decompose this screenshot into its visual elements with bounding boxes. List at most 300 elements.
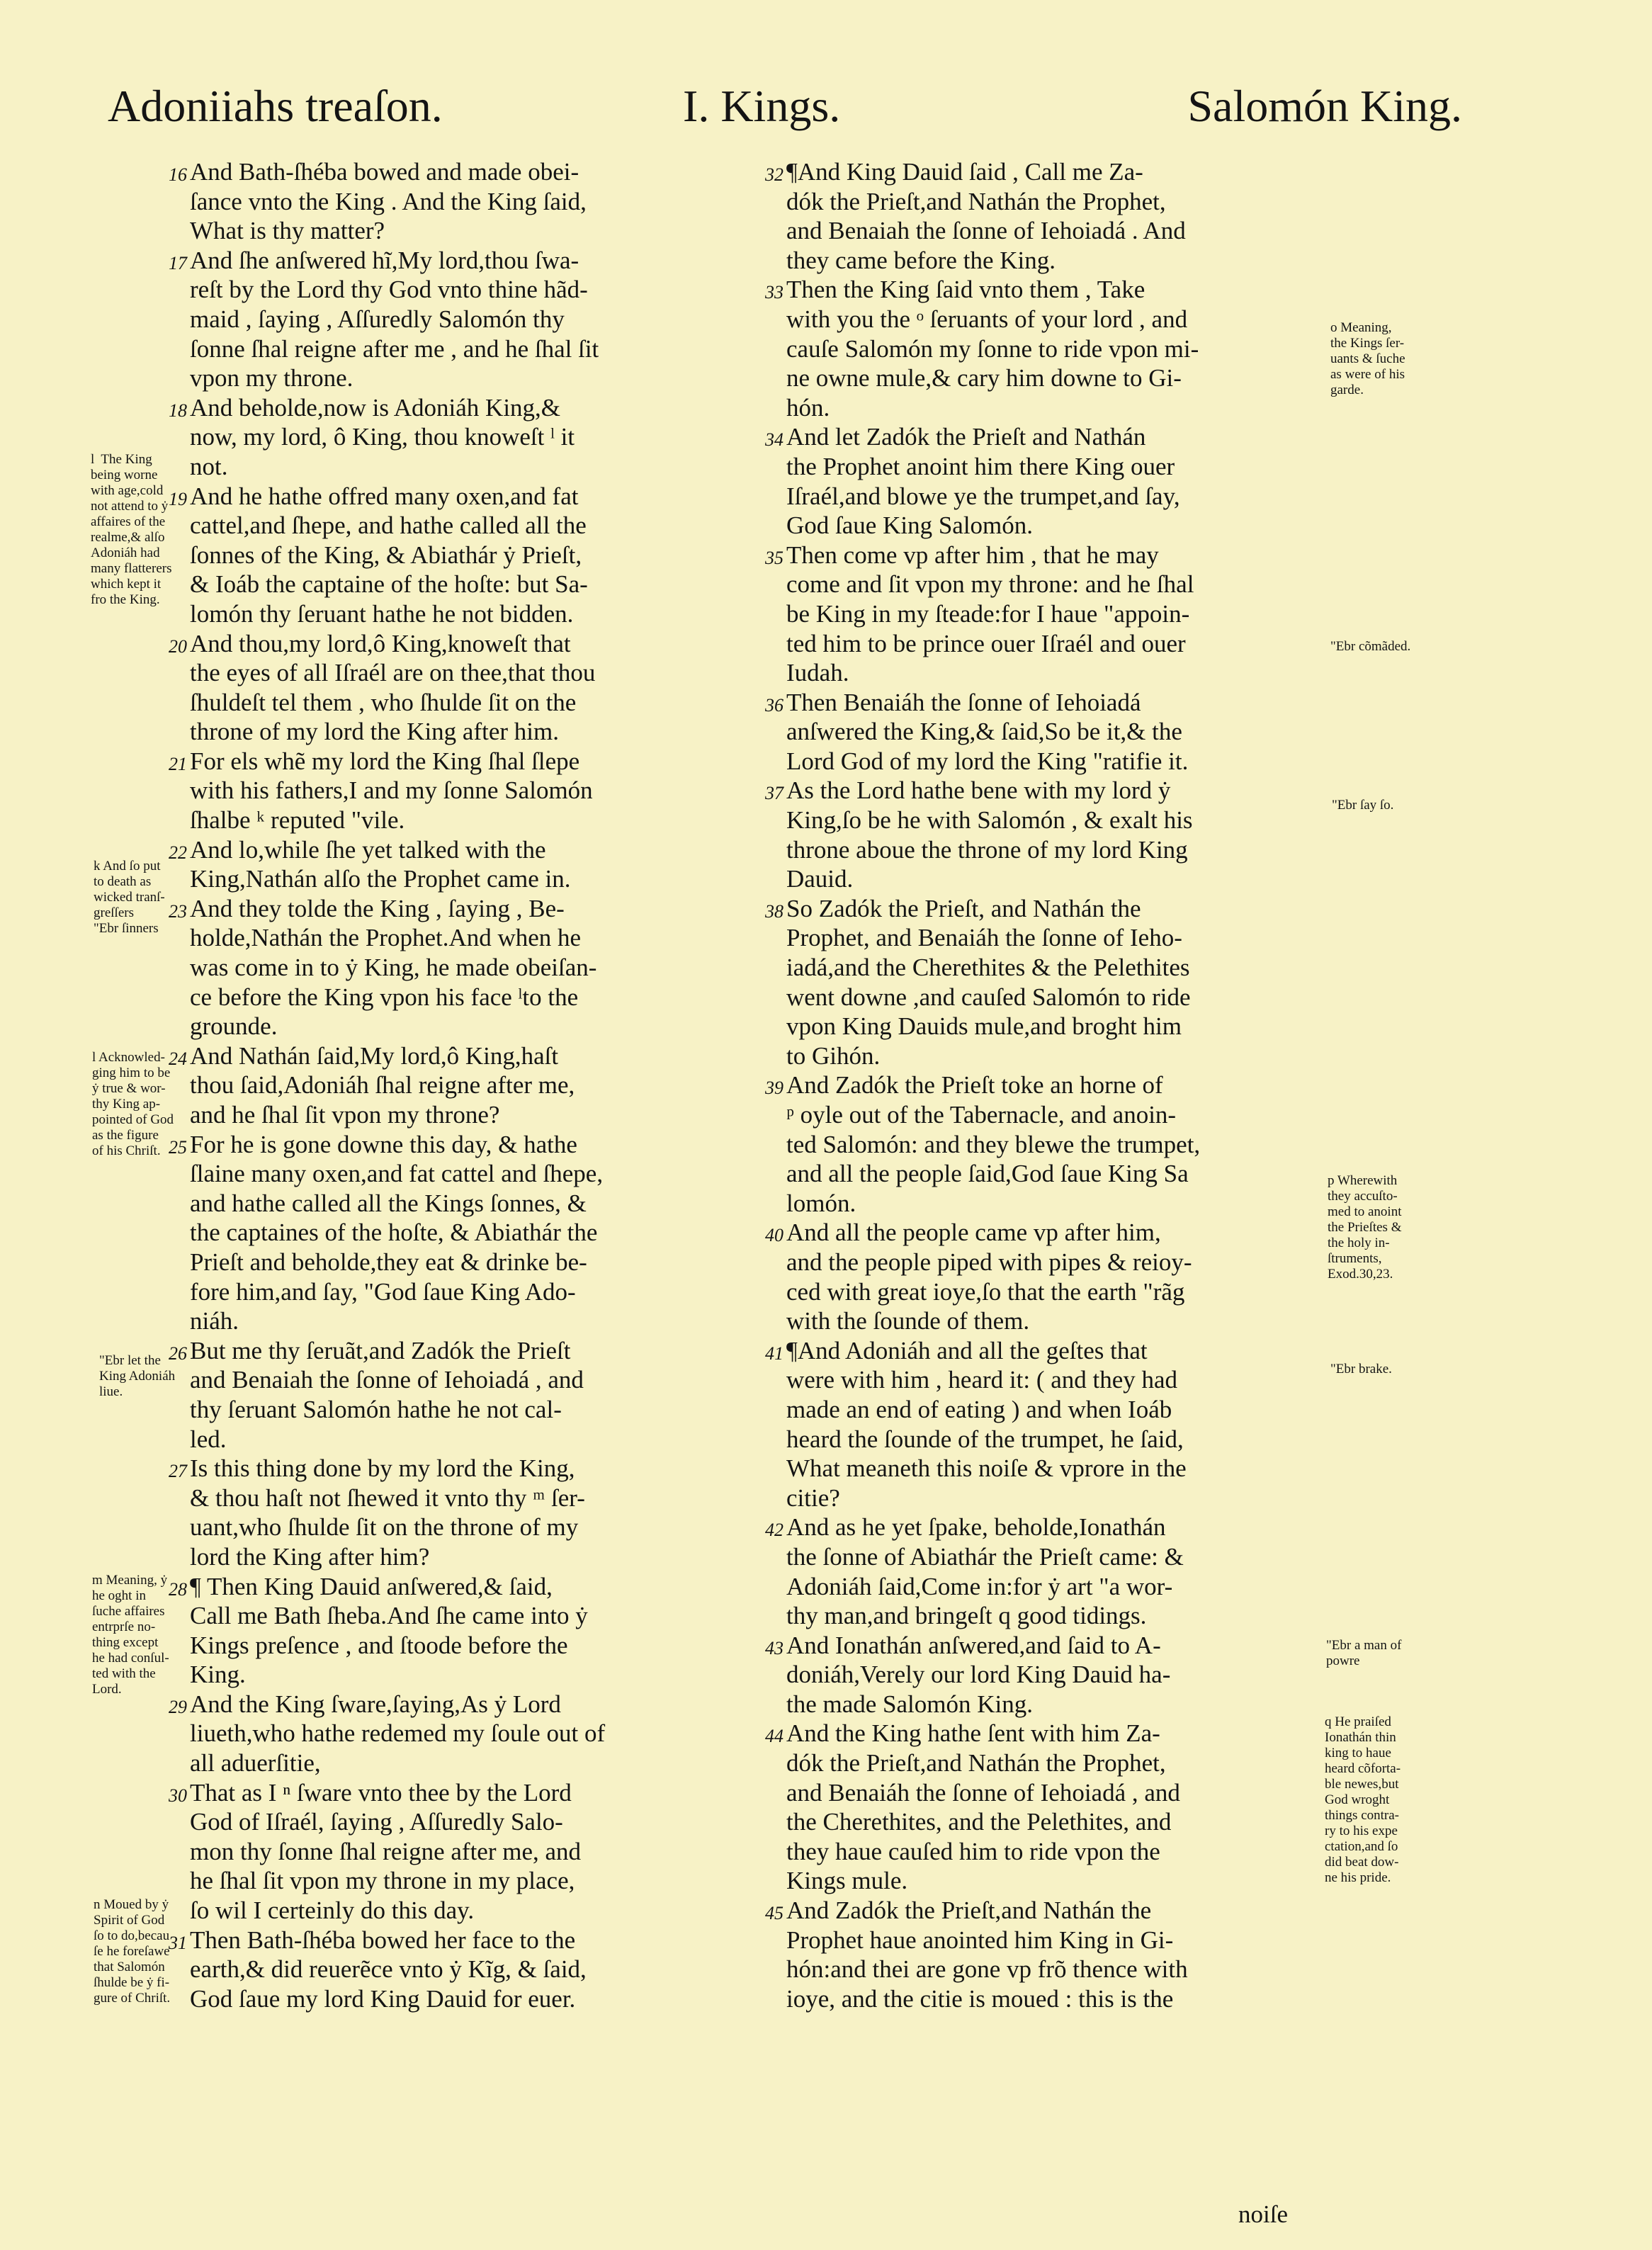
verse-number: 21 xyxy=(169,753,187,774)
verse-text: vpon my throne. xyxy=(190,364,353,392)
verse-line xyxy=(190,953,785,983)
verse-line xyxy=(765,422,1343,452)
verse-text: uant,who ſhulde ſit on the throne of my xyxy=(190,1513,579,1542)
verse-text: cauſe Salomón my ſonne to ride vpon mi- xyxy=(786,334,1199,363)
verse-text: with you the ᵒ ſeruants of your lord , and xyxy=(786,305,1188,333)
verse-text: were with him , heard it: ( and they had xyxy=(786,1366,1178,1394)
verse-line xyxy=(786,1100,1343,1130)
verse-text: with his fathers,I and my ſonne Salomón xyxy=(190,776,593,805)
verse-text: Iudah. xyxy=(786,659,849,687)
verse-text: and hathe called all the Kings ſonnes, & xyxy=(190,1189,587,1217)
verse-text: lord the King after him? xyxy=(190,1542,430,1571)
verse-text: Prieſt and beholde,they eat & drinke be- xyxy=(190,1248,587,1276)
verse-text: King. xyxy=(190,1661,246,1689)
verse-line xyxy=(786,1395,1343,1425)
verse-text: ſonnes of the King, & Abiathár ẏ Prieſt, xyxy=(190,541,582,569)
verse-24 xyxy=(169,1041,785,1130)
verse-text: with the ſounde of them. xyxy=(786,1307,1030,1335)
verse-text: ce before the King vpon his face ˡto the xyxy=(190,983,579,1011)
verse-text: And ſhe anſwered hĩ,My lord,thou ſwa- xyxy=(190,246,579,274)
verse-line xyxy=(190,216,785,246)
verse-line xyxy=(190,864,785,894)
verse-text: the captaines of the hoſte, & Abiathár the xyxy=(190,1219,598,1247)
verse-text: hón:and thei are gone vp frõ thence with xyxy=(786,1955,1188,1984)
margin-note-l: l The King being worne with age,cold not attend to ẏ affaires of the realme,& alſo Adoniáh had many flatterers which kept it fro the King. xyxy=(91,452,172,607)
verse-text: thy man,and bringeſt q good tidings. xyxy=(786,1602,1147,1630)
verse-text: ſonne ſhal reigne after me , and he ſhal ſit xyxy=(190,334,599,363)
verse-line xyxy=(190,1955,785,1984)
verse-text: cattel,and ſhepe, and hathe called all the xyxy=(190,511,587,540)
verse-number: 35 xyxy=(765,547,783,568)
verse-line xyxy=(190,452,785,482)
verse-line xyxy=(786,570,1343,599)
verse-line xyxy=(190,305,785,334)
verse-number: 38 xyxy=(765,900,783,922)
verse-text: made an end of eating ) and when Ioáb xyxy=(786,1395,1172,1423)
verse-45 xyxy=(765,1896,1343,2013)
verse-text: maid , ſaying , Aſſuredly Salomón thy xyxy=(190,305,565,333)
verse-text: be King in my ſteade:for I haue "appoin- xyxy=(786,599,1190,628)
verse-text: Then the King ſaid vnto them , Take xyxy=(786,276,1145,304)
margin-note-ebr-say: "Ebr ſay ſo. xyxy=(1332,798,1394,813)
verse-text: mon thy ſonne ſhal reigne after me, and xyxy=(190,1837,582,1865)
verse-line xyxy=(190,658,785,688)
verse-line xyxy=(765,1218,1343,1248)
verse-number: 27 xyxy=(169,1461,187,1482)
verse-line xyxy=(190,1012,785,1041)
verse-line xyxy=(169,1572,785,1602)
running-head-right: Salomón King. xyxy=(1187,81,1462,131)
verse-number: 19 xyxy=(169,488,187,509)
verse-text: King,ſo be he with Salomón , & exalt his xyxy=(786,806,1193,835)
verse-number: 40 xyxy=(765,1225,783,1246)
verse-text: Call me Bath ſheba.And ſhe came into ẏ xyxy=(190,1602,588,1630)
verse-text: God of Iſraél, ſaying , Aſſuredly Salo- xyxy=(190,1808,563,1836)
verse-line xyxy=(786,1277,1343,1307)
verse-text: hón. xyxy=(786,393,830,422)
verse-text: And lo,while ſhe yet talked with the xyxy=(190,835,546,864)
verse-line xyxy=(786,1012,1343,1041)
verse-text: and all the people ſaid,God ſaue King Sa xyxy=(786,1160,1189,1188)
verse-line xyxy=(786,805,1343,835)
verse-27 xyxy=(169,1454,785,1571)
verse-line xyxy=(765,1719,1343,1748)
verse-33 xyxy=(765,275,1343,422)
text-column-right xyxy=(765,157,1343,2013)
verse-line xyxy=(786,216,1343,246)
verse-line xyxy=(786,629,1343,659)
verse-text: God ſaue King Salomón. xyxy=(786,511,1034,540)
margin-note-o: o Meaning, the Kings ſer- uants & ſuche as were of his garde. xyxy=(1330,320,1405,397)
verse-number: 44 xyxy=(765,1726,783,1747)
verse-text: the made Salomón King. xyxy=(786,1690,1034,1718)
verse-text: And Nathán ſaid,My lord,ô King,haſt xyxy=(190,1041,559,1070)
margin-note-p: p Wherewith they accuſto- med to anoint the Prieſtes & the holy in- ſtruments, Exod.30,23. xyxy=(1328,1173,1402,1282)
verse-line xyxy=(786,305,1343,334)
verse-line xyxy=(786,835,1343,865)
verse-line xyxy=(190,1984,785,2014)
verse-line xyxy=(169,1778,785,1808)
verse-line xyxy=(786,658,1343,688)
verse-line xyxy=(190,1277,785,1307)
verse-text: ced with great ioye,ſo that the earth "rãg xyxy=(786,1277,1185,1306)
verse-text: And the King hathe ſent with him Za- xyxy=(786,1719,1160,1748)
verse-text: ſance vnto the King . And the King ſaid, xyxy=(190,187,587,215)
verse-text: reſt by the Lord thy God vnto thine hãd- xyxy=(190,276,588,304)
verse-17 xyxy=(169,246,785,393)
verse-line xyxy=(190,1365,785,1395)
verse-text: heard the ſounde of the trumpet, he ſaid, xyxy=(786,1425,1184,1453)
verse-line xyxy=(786,1425,1343,1454)
verse-line xyxy=(786,363,1343,393)
verse-number: 45 xyxy=(765,1903,783,1924)
verse-number: 24 xyxy=(169,1048,187,1069)
verse-line xyxy=(786,1837,1343,1867)
verse-text: & Ioáb the captaine of the hoſte: but Sa- xyxy=(190,570,588,599)
verse-line xyxy=(786,1778,1343,1808)
verse-30 xyxy=(169,1778,785,1926)
verse-text: ſlaine many oxen,and fat cattel and ſhepe, xyxy=(190,1160,604,1188)
verse-number: 33 xyxy=(765,282,783,303)
verse-line xyxy=(169,393,785,423)
verse-line xyxy=(190,511,785,541)
verse-text: ne owne mule,& cary him downe to Gi- xyxy=(786,364,1182,392)
verse-line xyxy=(190,1807,785,1837)
verse-text: & thou haſt not ſhewed it vnto thy ᵐ ſer- xyxy=(190,1483,585,1512)
verse-text: And as he yet ſpake, beholde,Ionathán xyxy=(786,1513,1166,1542)
verse-28 xyxy=(169,1572,785,1690)
verse-text: ¶ Then King Dauid anſwered,& ſaid, xyxy=(190,1572,553,1600)
verse-line xyxy=(786,599,1343,629)
verse-line xyxy=(190,688,785,718)
verse-line xyxy=(786,1189,1343,1219)
margin-note-ebr-commanded: "Ebr cõmãded. xyxy=(1330,639,1411,654)
verse-line xyxy=(765,894,1343,924)
verse-line xyxy=(786,747,1343,776)
verse-number: 29 xyxy=(169,1696,187,1717)
verse-line xyxy=(765,776,1343,805)
verse-line xyxy=(786,1866,1343,1896)
verse-line xyxy=(190,1306,785,1336)
verse-line xyxy=(786,1248,1343,1277)
verse-40 xyxy=(765,1218,1343,1335)
verse-text: holde,Nathán the Prophet.And when he xyxy=(190,924,582,952)
verse-34 xyxy=(765,422,1343,540)
verse-number: 23 xyxy=(169,900,187,922)
verse-text: throne of my lord the King after him. xyxy=(190,718,559,746)
verse-number: 26 xyxy=(169,1342,187,1364)
verse-line xyxy=(190,1837,785,1867)
verse-line xyxy=(765,1513,1343,1542)
verse-text: dók the Prieſt,and Nathán the Prophet, xyxy=(786,187,1166,215)
verse-line xyxy=(169,157,785,187)
verse-text: And Bath-ſhéba bowed and made obei- xyxy=(190,158,579,186)
verse-number: 39 xyxy=(765,1078,783,1099)
verse-number: 34 xyxy=(765,429,783,451)
verse-line xyxy=(190,923,785,953)
verse-line xyxy=(765,688,1343,718)
verse-text: and Benaiah the ſonne of Iehoiadá , and xyxy=(190,1366,584,1394)
verse-text: Then Bath-ſhéba bowed her face to the xyxy=(190,1926,576,1954)
verse-text: And beholde,now is Adoniáh King,& xyxy=(190,393,561,422)
verse-text: And Zadók the Prieſt toke an horne of xyxy=(786,1071,1163,1099)
verse-text: Kings mule. xyxy=(786,1867,908,1895)
verse-text: And Zadók the Prieſt,and Nathán the xyxy=(786,1896,1152,1925)
verse-line xyxy=(190,776,785,805)
verse-text: lomón thy ſeruant hathe he not bidden. xyxy=(190,599,574,628)
verse-text: Adoniáh ſaid,Come in:for ẏ art "a wor- xyxy=(786,1572,1173,1600)
verse-text: doniáh,Verely our lord King Dauid ha- xyxy=(786,1661,1171,1689)
verse-text: to Gihón. xyxy=(786,1041,881,1070)
verse-text: ſo wil I certeinly do this day. xyxy=(190,1896,475,1925)
verse-line xyxy=(190,1159,785,1189)
verse-line xyxy=(190,1395,785,1425)
verse-line xyxy=(786,1041,1343,1071)
verse-text: and he ſhal ſit vpon my throne? xyxy=(190,1101,500,1129)
verse-line xyxy=(190,1542,785,1572)
verse-text: they came before the King. xyxy=(786,246,1056,274)
verse-text: Lord God of my lord the King "ratifie it. xyxy=(786,747,1189,775)
verse-text: liueth,who hathe redemed my ſoule out of xyxy=(190,1719,606,1748)
verse-line xyxy=(190,1896,785,1926)
margin-note-q: q He praiſed Ionathán thin king to haue heard cõforta- ble newes,but God wroght things contra- ry to his expe ctation,and ſo did beat dow- ne his pride. xyxy=(1325,1714,1401,1885)
verse-line xyxy=(190,1100,785,1130)
verse-line xyxy=(765,1336,1343,1366)
verse-text: niáh. xyxy=(190,1307,239,1335)
verse-38 xyxy=(765,894,1343,1071)
verse-line xyxy=(190,1719,785,1748)
verse-text: King,Nathán alſo the Prophet came in. xyxy=(190,865,571,893)
verse-text: And the King ſware,ſaying,As ẏ Lord xyxy=(190,1690,561,1718)
verse-text: ¶And Adoniáh and all the geſtes that xyxy=(786,1336,1148,1364)
verse-line xyxy=(786,1454,1343,1483)
margin-note-n: n Moued by ẏ Spirit of God ſo to do,becau ſe he foreſawe that Salomón ſhulde be ẏ fi- gure of Chriſt. xyxy=(94,1897,171,2006)
verse-text: For he is gone downe this day, & hathe xyxy=(190,1130,577,1158)
verse-text: Iſraél,and blowe ye the trumpet,and ſay, xyxy=(786,482,1180,510)
verse-line xyxy=(786,334,1343,364)
verse-text: ſhalbe ᵏ reputed "vile. xyxy=(190,806,405,835)
verse-text: God ſaue my lord King Dauid for euer. xyxy=(190,1984,576,2013)
verse-text: and Benaiáh the ſonne of Iehoiadá , and xyxy=(786,1778,1180,1807)
verse-text: And all the people came vp after him, xyxy=(786,1219,1161,1247)
verse-text: was come in to ẏ King, he made obeiſan- xyxy=(190,954,597,982)
verse-text: vpon King Dauids mule,and broght him xyxy=(786,1012,1182,1041)
verse-text: the Cherethites, and the Pelethites, and xyxy=(786,1808,1172,1836)
verse-text: Prophet haue anointed him King in Gi- xyxy=(786,1926,1174,1954)
verse-line xyxy=(190,599,785,629)
verse-26 xyxy=(169,1336,785,1454)
margin-note-m: m Meaning, ẏ he oght in ſuche affaires entrprſe no- thing except he had conſul- ted with the Lord. xyxy=(92,1573,169,1697)
verse-line xyxy=(169,835,785,865)
verse-16 xyxy=(169,157,785,246)
verse-line xyxy=(190,187,785,217)
verse-number: 28 xyxy=(169,1578,187,1600)
verse-line xyxy=(786,717,1343,747)
verse-line xyxy=(169,1130,785,1160)
verse-text: And they tolde the King , ſaying , Be- xyxy=(190,894,565,922)
verse-text: grounde. xyxy=(190,1012,278,1041)
verse-line xyxy=(190,1483,785,1513)
verse-42 xyxy=(765,1513,1343,1630)
verse-line xyxy=(169,1690,785,1719)
verse-text: throne aboue the throne of my lord King xyxy=(786,835,1188,864)
verse-line xyxy=(190,1748,785,1778)
margin-note-ebr-power: "Ebr a man of powre xyxy=(1326,1638,1402,1668)
running-head-left: Adoniiahs treaſon. xyxy=(108,81,443,131)
verse-line xyxy=(169,1041,785,1071)
verse-text: What meaneth this noiſe & vprore in the xyxy=(786,1454,1187,1483)
verse-text: fore him,and ſay, "God ſaue King Ado- xyxy=(190,1277,576,1306)
verse-line xyxy=(190,805,785,835)
verse-text: went downe ,and cauſed Salomón to ride xyxy=(786,983,1191,1011)
verse-line xyxy=(786,953,1343,983)
verse-number: 42 xyxy=(765,1520,783,1541)
verse-line xyxy=(169,1926,785,1955)
verse-text: What is thy matter? xyxy=(190,217,385,245)
verse-line xyxy=(786,1130,1343,1160)
verse-number: 36 xyxy=(765,694,783,716)
verse-text: ᵖ oyle out of the Tabernacle, and anoin- xyxy=(786,1101,1177,1129)
verse-line xyxy=(786,923,1343,953)
verse-line xyxy=(190,1513,785,1542)
verse-text: all aduerſitie, xyxy=(190,1749,321,1777)
verse-line xyxy=(190,570,785,599)
verse-23 xyxy=(169,894,785,1041)
verse-line xyxy=(169,482,785,511)
margin-note-l2: l Acknowled- ging him to be ẏ true & wor- thy King ap- pointed of God as the figure of his Chriſt. xyxy=(92,1050,174,1158)
verse-line xyxy=(169,1336,785,1366)
verse-line xyxy=(786,1542,1343,1572)
verse-text: ted him to be prince ouer Iſraél and ouer xyxy=(786,629,1186,657)
verse-text: Dauid. xyxy=(786,865,854,893)
verse-line xyxy=(786,1807,1343,1837)
verse-line xyxy=(786,1159,1343,1189)
verse-text: That as I ⁿ ſware vnto thee by the Lord xyxy=(190,1778,572,1807)
verse-text: Is this thing done by my lord the King, xyxy=(190,1454,575,1483)
verse-line xyxy=(190,1631,785,1661)
verse-text: and the people piped with pipes & reioy- xyxy=(786,1248,1192,1276)
verse-text: ioye, and the citie is moued : this is the xyxy=(786,1984,1174,2013)
verse-text: thy ſeruant Salomón hathe he not cal- xyxy=(190,1395,562,1423)
verse-line xyxy=(765,157,1343,187)
verse-line xyxy=(190,1189,785,1219)
verse-text: earth,& did reuerẽce vnto ẏ Kĩg, & ſaid, xyxy=(190,1955,587,1984)
verse-line xyxy=(786,1306,1343,1336)
verse-25 xyxy=(169,1130,785,1336)
verse-text: not. xyxy=(190,452,228,480)
verse-29 xyxy=(169,1690,785,1778)
verse-text: And Ionathán anſwered,and ſaid to A- xyxy=(786,1631,1161,1659)
verse-line xyxy=(765,1631,1343,1661)
verse-text: anſwered the King,& ſaid,So be it,& the xyxy=(786,718,1182,746)
margin-note-k: k And ſo put to death as wicked tranſ- greſſers "Ebr ſinners xyxy=(94,859,165,936)
verse-31 xyxy=(169,1926,785,2014)
verse-line xyxy=(786,393,1343,423)
verse-line xyxy=(786,1365,1343,1395)
verse-line xyxy=(786,1660,1343,1690)
verse-text: But me thy ſeruãt,and Zadók the Prieſt xyxy=(190,1336,571,1364)
verse-number: 41 xyxy=(765,1342,783,1364)
verse-line xyxy=(786,1926,1343,1955)
verse-text: And he hathe offred many oxen,and fat xyxy=(190,482,579,510)
verse-text: now, my lord, ô King, thou knoweſt ˡ it xyxy=(190,423,575,451)
verse-text: Then Benaiáh the ſonne of Iehoiadá xyxy=(786,688,1141,716)
verse-line xyxy=(190,541,785,570)
verse-text: ¶And King Dauid ſaid , Call me Za- xyxy=(786,158,1143,186)
verse-line xyxy=(786,1572,1343,1602)
verse-number: 17 xyxy=(169,252,187,273)
verse-line xyxy=(190,717,785,747)
verse-18 xyxy=(169,393,785,482)
catchword: noiſe xyxy=(1238,2200,1288,2228)
verse-text: they haue cauſed him to ride vpon the xyxy=(786,1837,1160,1865)
verse-number: 31 xyxy=(169,1932,187,1953)
verse-text: So Zadók the Prieſt, and Nathán the xyxy=(786,894,1141,922)
verse-text: iadá,and the Cherethites & the Pelethites xyxy=(786,954,1190,982)
verse-line xyxy=(765,541,1343,570)
verse-line xyxy=(190,1248,785,1277)
verse-number: 25 xyxy=(169,1136,187,1158)
verse-line xyxy=(765,275,1343,305)
verse-number: 18 xyxy=(169,400,187,421)
verse-text: ſhuldeſt tel them , who ſhulde ſit on the xyxy=(190,688,577,716)
verse-line xyxy=(765,1070,1343,1100)
verse-text: Prophet, and Benaiáh the ſonne of Ieho- xyxy=(786,924,1182,952)
verse-number: 20 xyxy=(169,635,187,657)
verse-line xyxy=(190,983,785,1012)
verse-line xyxy=(190,1070,785,1100)
verse-number: 16 xyxy=(169,164,187,185)
margin-note-ebr-let: "Ebr let the King Adoniáh liue. xyxy=(99,1353,176,1399)
verse-text: lomón. xyxy=(786,1189,856,1217)
verse-line xyxy=(786,1984,1343,2014)
verse-37 xyxy=(765,776,1343,893)
verse-line xyxy=(786,482,1343,511)
verse-text: Then come vp after him , that he may xyxy=(786,541,1159,569)
verse-line xyxy=(190,1425,785,1454)
verse-text: citie? xyxy=(786,1483,840,1512)
verse-line xyxy=(786,864,1343,894)
verse-number: 30 xyxy=(169,1785,187,1806)
verse-text: dók the Prieſt,and Nathán the Prophet, xyxy=(786,1749,1166,1777)
verse-line xyxy=(786,1748,1343,1778)
verse-text: come and ſit vpon my throne: and he ſhal xyxy=(786,570,1194,599)
verse-44 xyxy=(765,1719,1343,1896)
verse-line xyxy=(786,187,1343,217)
verse-text: he ſhal ſit vpon my throne in my place, xyxy=(190,1867,575,1895)
verse-line xyxy=(190,363,785,393)
verse-35 xyxy=(765,541,1343,688)
verse-19 xyxy=(169,482,785,629)
verse-text: For els whẽ my lord the King ſhal ſlepe xyxy=(190,747,580,775)
verse-line xyxy=(786,1955,1343,1984)
verse-number: 37 xyxy=(765,783,783,804)
verse-text: And let Zadók the Prieſt and Nathán xyxy=(786,423,1146,451)
verse-line xyxy=(765,1896,1343,1926)
verse-line xyxy=(190,1601,785,1631)
verse-text: thou ſaid,Adoniáh ſhal reigne after me, xyxy=(190,1071,575,1099)
verse-text: ted Salomón: and they blewe the trumpet, xyxy=(786,1130,1201,1158)
verse-text: Kings preſence , and ſtoode before the xyxy=(190,1631,568,1659)
verse-20 xyxy=(169,629,785,747)
verse-line xyxy=(786,511,1343,541)
verse-line xyxy=(169,246,785,276)
verse-number: 43 xyxy=(765,1637,783,1658)
verse-text: And thou,my lord,ô King,knoweſt that xyxy=(190,629,571,657)
verse-21 xyxy=(169,747,785,835)
verse-text: the eyes of all Iſraél are on thee,that thou xyxy=(190,659,596,687)
verse-41 xyxy=(765,1336,1343,1513)
